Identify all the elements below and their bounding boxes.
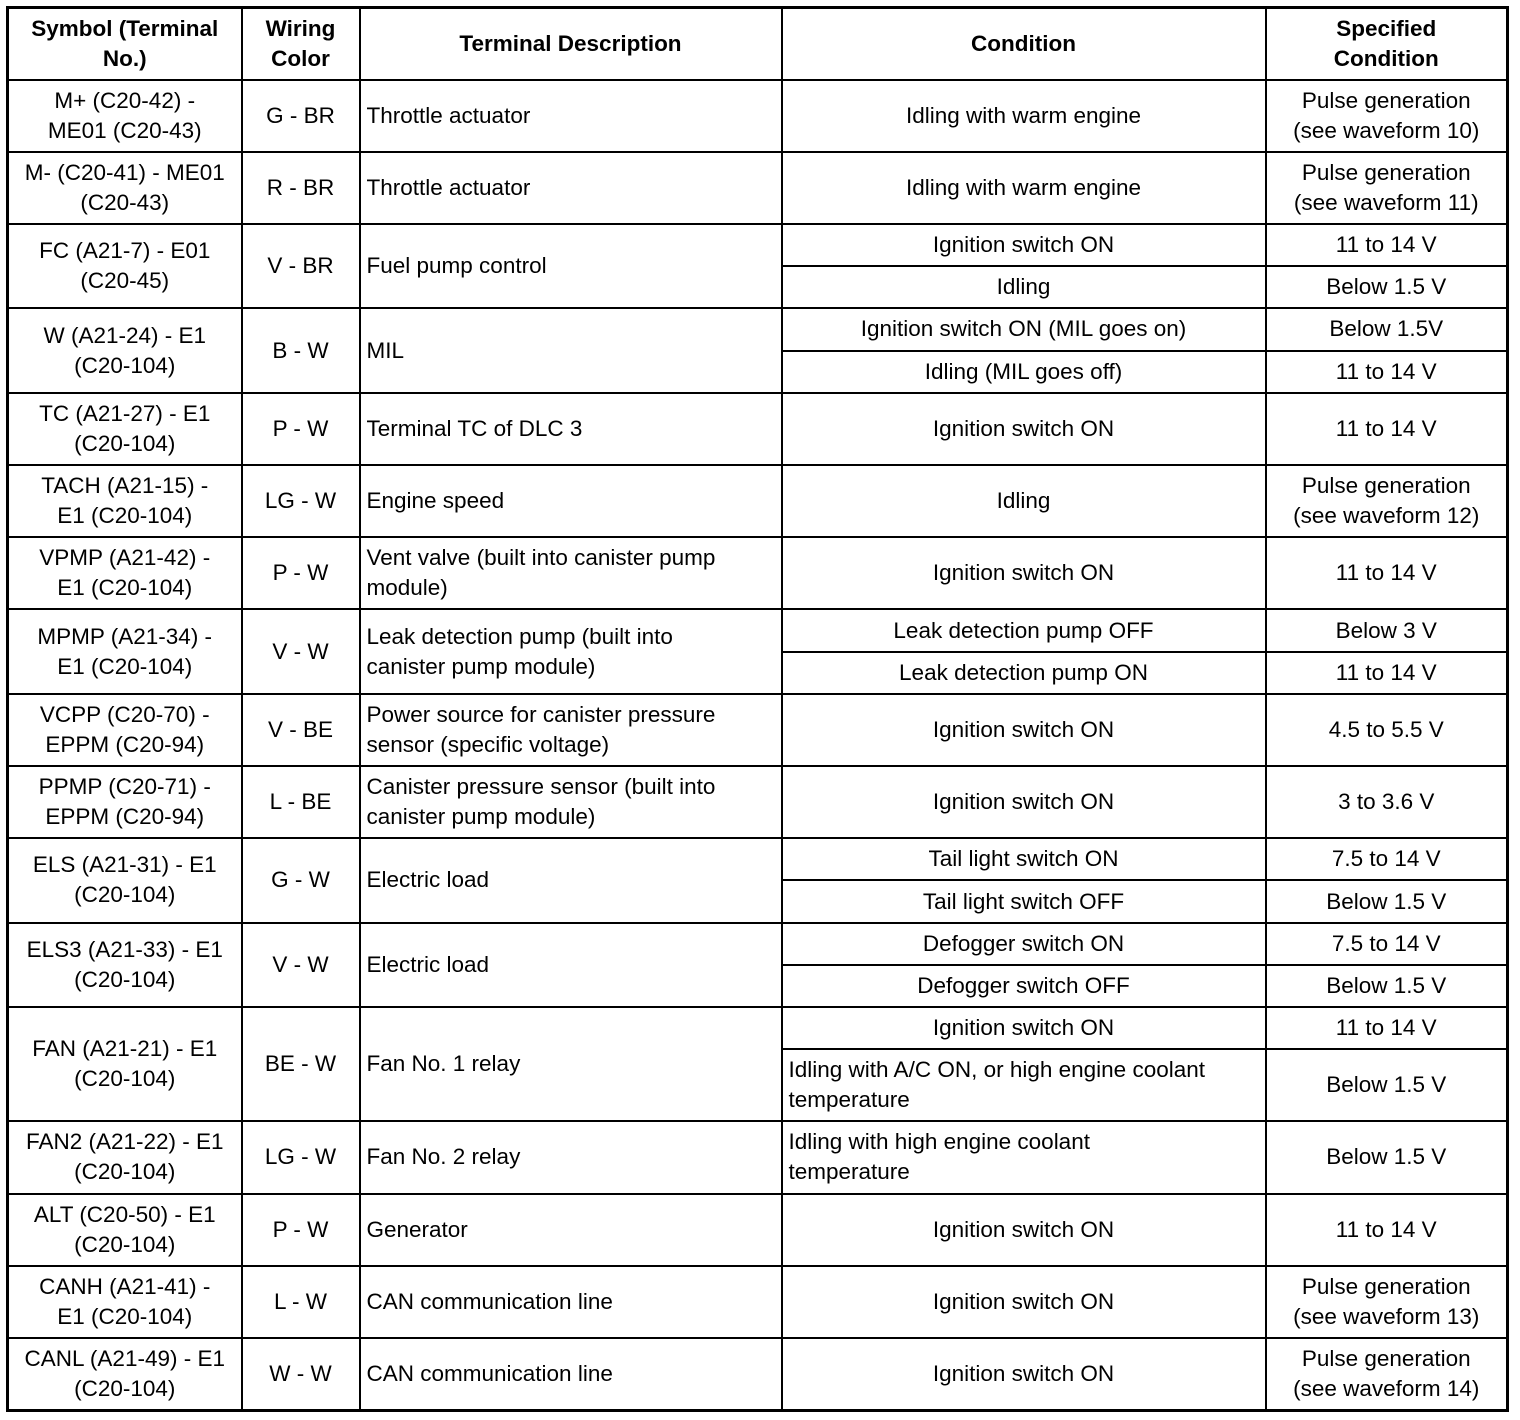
- cell-wiring-color: R - BR: [242, 152, 360, 224]
- cell-symbol: FC (A21-7) - E01 (C20-45): [8, 224, 242, 308]
- cell-specified-condition: Below 1.5 V: [1266, 1121, 1508, 1193]
- cell-condition: Leak detection pump OFF: [782, 609, 1266, 651]
- cell-symbol: W (A21-24) - E1 (C20-104): [8, 308, 242, 392]
- cell-wiring-color: G - BR: [242, 80, 360, 152]
- cell-wiring-color: V - BE: [242, 694, 360, 766]
- header-condition: Condition: [782, 8, 1266, 80]
- cell-specified-condition: 11 to 14 V: [1266, 1194, 1508, 1266]
- cell-terminal-description: Fuel pump control: [360, 224, 782, 308]
- terminal-table: [6, 6, 1509, 1412]
- cell-specified-condition: Below 1.5 V: [1266, 1049, 1508, 1121]
- cell-wiring-color: V - BR: [242, 224, 360, 308]
- cell-symbol: TC (A21-27) - E1 (C20-104): [8, 393, 242, 465]
- cell-wiring-color: L - W: [242, 1266, 360, 1338]
- table-row: [8, 537, 1508, 609]
- cell-specified-condition: Pulse generation (see waveform 12): [1266, 465, 1508, 537]
- table-row: [8, 838, 1508, 880]
- table-row: [8, 1266, 1508, 1338]
- cell-symbol: MPMP (A21-34) - E1 (C20-104): [8, 609, 242, 693]
- cell-terminal-description: Fan No. 2 relay: [360, 1121, 782, 1193]
- table-row: [8, 152, 1508, 224]
- cell-symbol: ELS (A21-31) - E1 (C20-104): [8, 838, 242, 922]
- cell-condition: Defogger switch OFF: [782, 965, 1266, 1007]
- cell-wiring-color: V - W: [242, 609, 360, 693]
- cell-condition: Tail light switch ON: [782, 838, 1266, 880]
- cell-wiring-color: W - W: [242, 1338, 360, 1410]
- cell-terminal-description: CAN communication line: [360, 1338, 782, 1410]
- cell-condition: Ignition switch ON (MIL goes on): [782, 308, 1266, 350]
- cell-specified-condition: 4.5 to 5.5 V: [1266, 694, 1508, 766]
- cell-specified-condition: Below 1.5 V: [1266, 965, 1508, 1007]
- cell-terminal-description: Vent valve (built into canister pump module): [360, 537, 782, 609]
- cell-terminal-description: Engine speed: [360, 465, 782, 537]
- cell-wiring-color: G - W: [242, 838, 360, 922]
- cell-specified-condition: Below 3 V: [1266, 609, 1508, 651]
- table-row: [8, 694, 1508, 766]
- cell-specified-condition: 11 to 14 V: [1266, 537, 1508, 609]
- cell-condition: Ignition switch ON: [782, 694, 1266, 766]
- cell-condition: Ignition switch ON: [782, 393, 1266, 465]
- cell-symbol: CANL (A21-49) - E1 (C20-104): [8, 1338, 242, 1410]
- table-row: [8, 393, 1508, 465]
- table-row: [8, 224, 1508, 266]
- cell-terminal-description: Power source for canister pressure sensor (specific voltage): [360, 694, 782, 766]
- cell-symbol: M- (C20-41) - ME01 (C20-43): [8, 152, 242, 224]
- table-body: [8, 80, 1508, 1411]
- cell-condition: Leak detection pump ON: [782, 652, 1266, 694]
- cell-symbol: CANH (A21-41) - E1 (C20-104): [8, 1266, 242, 1338]
- cell-wiring-color: LG - W: [242, 465, 360, 537]
- header-row: [8, 8, 1508, 80]
- cell-terminal-description: Generator: [360, 1194, 782, 1266]
- cell-wiring-color: L - BE: [242, 766, 360, 838]
- header-terminal-description: Terminal Description: [360, 8, 782, 80]
- cell-condition: Ignition switch ON: [782, 537, 1266, 609]
- cell-condition: Idling with high engine coolant temperature: [782, 1121, 1266, 1193]
- cell-wiring-color: P - W: [242, 1194, 360, 1266]
- cell-terminal-description: MIL: [360, 308, 782, 392]
- cell-symbol: ELS3 (A21-33) - E1 (C20-104): [8, 923, 242, 1007]
- header-wiring-color: Wiring Color: [242, 8, 360, 80]
- cell-condition: Idling: [782, 266, 1266, 308]
- cell-symbol: PPMP (C20-71) - EPPM (C20-94): [8, 766, 242, 838]
- cell-specified-condition: Below 1.5 V: [1266, 880, 1508, 922]
- cell-symbol: TACH (A21-15) - E1 (C20-104): [8, 465, 242, 537]
- cell-symbol: M+ (C20-42) - ME01 (C20-43): [8, 80, 242, 152]
- cell-specified-condition: 11 to 14 V: [1266, 224, 1508, 266]
- cell-terminal-description: Throttle actuator: [360, 80, 782, 152]
- cell-specified-condition: 11 to 14 V: [1266, 351, 1508, 393]
- cell-condition: Ignition switch ON: [782, 1007, 1266, 1049]
- cell-wiring-color: P - W: [242, 537, 360, 609]
- cell-specified-condition: 11 to 14 V: [1266, 393, 1508, 465]
- cell-symbol: FAN2 (A21-22) - E1 (C20-104): [8, 1121, 242, 1193]
- cell-condition: Ignition switch ON: [782, 1194, 1266, 1266]
- table-row: [8, 80, 1508, 152]
- cell-specified-condition: Pulse generation (see waveform 13): [1266, 1266, 1508, 1338]
- table-row: [8, 1338, 1508, 1410]
- cell-specified-condition: Below 1.5 V: [1266, 266, 1508, 308]
- table-row: [8, 308, 1508, 350]
- table-row: [8, 465, 1508, 537]
- cell-condition: Defogger switch ON: [782, 923, 1266, 965]
- cell-terminal-description: Fan No. 1 relay: [360, 1007, 782, 1121]
- header-specified-condition: Specified Condition: [1266, 8, 1508, 80]
- header-symbol: Symbol (Terminal No.): [8, 8, 242, 80]
- cell-specified-condition: 7.5 to 14 V: [1266, 923, 1508, 965]
- cell-condition: Ignition switch ON: [782, 1266, 1266, 1338]
- cell-specified-condition: Below 1.5V: [1266, 308, 1508, 350]
- cell-specified-condition: 7.5 to 14 V: [1266, 838, 1508, 880]
- cell-specified-condition: 11 to 14 V: [1266, 1007, 1508, 1049]
- cell-terminal-description: Electric load: [360, 923, 782, 1007]
- cell-symbol: VCPP (C20-70) - EPPM (C20-94): [8, 694, 242, 766]
- cell-terminal-description: Leak detection pump (built into canister pump module): [360, 609, 782, 693]
- cell-terminal-description: Canister pressure sensor (built into canister pump module): [360, 766, 782, 838]
- cell-specified-condition: 11 to 14 V: [1266, 652, 1508, 694]
- cell-condition: Ignition switch ON: [782, 224, 1266, 266]
- cell-wiring-color: B - W: [242, 308, 360, 392]
- cell-condition: Idling with warm engine: [782, 152, 1266, 224]
- cell-terminal-description: Throttle actuator: [360, 152, 782, 224]
- cell-symbol: ALT (C20-50) - E1 (C20-104): [8, 1194, 242, 1266]
- cell-wiring-color: V - W: [242, 923, 360, 1007]
- cell-condition: Idling: [782, 465, 1266, 537]
- table-row: [8, 609, 1508, 651]
- cell-specified-condition: Pulse generation (see waveform 14): [1266, 1338, 1508, 1410]
- cell-terminal-description: CAN communication line: [360, 1266, 782, 1338]
- cell-wiring-color: LG - W: [242, 1121, 360, 1193]
- table-row: [8, 1121, 1508, 1193]
- cell-symbol: VPMP (A21-42) - E1 (C20-104): [8, 537, 242, 609]
- cell-specified-condition: Pulse generation (see waveform 10): [1266, 80, 1508, 152]
- cell-condition: Tail light switch OFF: [782, 880, 1266, 922]
- table-row: [8, 1194, 1508, 1266]
- cell-specified-condition: 3 to 3.6 V: [1266, 766, 1508, 838]
- cell-condition: Idling with A/C ON, or high engine coolant temperature: [782, 1049, 1266, 1121]
- cell-terminal-description: Electric load: [360, 838, 782, 922]
- cell-condition: Idling with warm engine: [782, 80, 1266, 152]
- cell-symbol: FAN (A21-21) - E1 (C20-104): [8, 1007, 242, 1121]
- cell-wiring-color: BE - W: [242, 1007, 360, 1121]
- table-row: [8, 766, 1508, 838]
- cell-wiring-color: P - W: [242, 393, 360, 465]
- table-row: [8, 1007, 1508, 1049]
- cell-condition: Ignition switch ON: [782, 766, 1266, 838]
- cell-condition: Idling (MIL goes off): [782, 351, 1266, 393]
- cell-terminal-description: Terminal TC of DLC 3: [360, 393, 782, 465]
- table-row: [8, 923, 1508, 965]
- cell-specified-condition: Pulse generation (see waveform 11): [1266, 152, 1508, 224]
- cell-condition: Ignition switch ON: [782, 1338, 1266, 1410]
